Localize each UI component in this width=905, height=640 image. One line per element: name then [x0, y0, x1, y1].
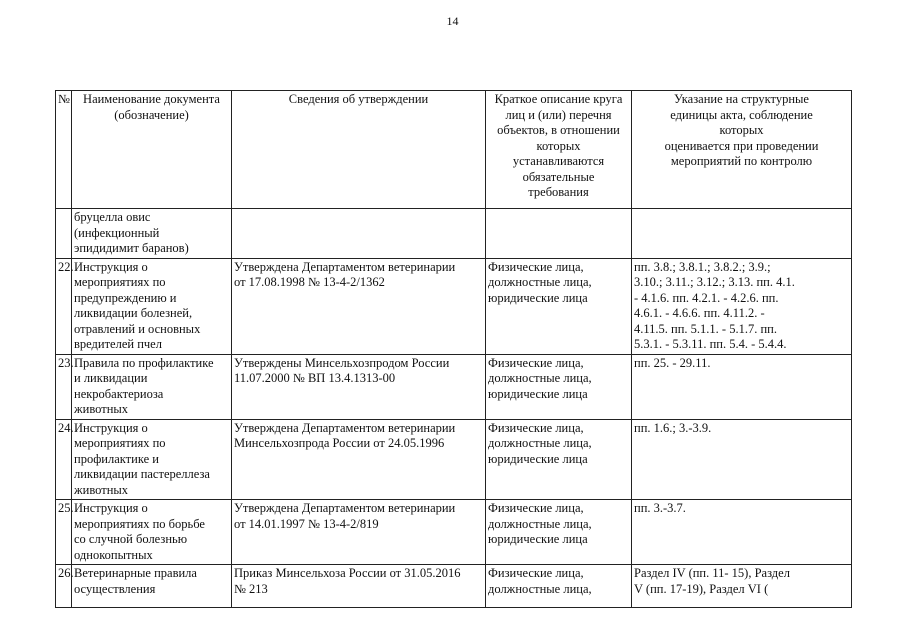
- structural-units: пп. 25. - 29.11.: [632, 354, 852, 419]
- row-number: 24.: [56, 419, 72, 500]
- subjects: Физические лица, должностные лица, юридические лица: [486, 354, 632, 419]
- requirements-table: [55, 90, 852, 608]
- structural-units: пп. 3.-3.7.: [632, 500, 852, 565]
- header-subjects: Краткое описание круга лиц и (или) перечня объектов, в отношении которых устанавливаются обязательные требования: [486, 91, 632, 209]
- header-document-name: Наименование документа (обозначение): [72, 91, 232, 209]
- structural-units: [632, 209, 852, 259]
- document-name: Инструкция о мероприятиях по предупреждению и ликвидации болезней, отравлений и основных вредителей пчел: [72, 258, 232, 354]
- structural-units: пп. 1.6.; 3.-3.9.: [632, 419, 852, 500]
- document-name: бруцелла овис (инфекционный эпидидимит баранов): [72, 209, 232, 259]
- table-header-row: [56, 91, 852, 209]
- approval-info: Приказ Минсельхоза России от 31.05.2016 № 213: [232, 565, 486, 608]
- document-name: Инструкция о мероприятиях по борьбе со случной болезнью однокопытных: [72, 500, 232, 565]
- row-number: 23.: [56, 354, 72, 419]
- approval-info: Утверждена Департаментом ветеринарии Минсельхозпрода России от 24.05.1996: [232, 419, 486, 500]
- document-name: Правила по профилактике и ликвидации некробактериоза животных: [72, 354, 232, 419]
- document-name: Ветеринарные правила осуществления: [72, 565, 232, 608]
- document-name: Инструкция о мероприятиях по профилактике и ликвидации пастереллеза животных: [72, 419, 232, 500]
- row-number: 22.: [56, 258, 72, 354]
- subjects: Физические лица, должностные лица, юридические лица: [486, 419, 632, 500]
- approval-info: Утверждена Департаментом ветеринарии от 14.01.1997 № 13-4-2/819: [232, 500, 486, 565]
- subjects: Физические лица, должностные лица,: [486, 565, 632, 608]
- table-row: [56, 209, 852, 259]
- header-approval-info: Сведения об утверждении: [232, 91, 486, 209]
- header-number: №: [56, 91, 72, 209]
- table-row: [56, 258, 852, 354]
- row-number: [56, 209, 72, 259]
- table-row: [56, 419, 852, 500]
- table-row: [56, 500, 852, 565]
- table-row: [56, 354, 852, 419]
- subjects: Физические лица, должностные лица, юридические лица: [486, 500, 632, 565]
- subjects: [486, 209, 632, 259]
- subjects: Физические лица, должностные лица, юридические лица: [486, 258, 632, 354]
- page-number: 14: [446, 14, 459, 28]
- approval-info: Утверждены Минсельхозпродом России 11.07.2000 № ВП 13.4.1313-00: [232, 354, 486, 419]
- approval-info: [232, 209, 486, 259]
- approval-info: Утверждена Департаментом ветеринарии от 17.08.1998 № 13-4-2/1362: [232, 258, 486, 354]
- row-number: 25.: [56, 500, 72, 565]
- row-number: 26.: [56, 565, 72, 608]
- structural-units: пп. 3.8.; 3.8.1.; 3.8.2.; 3.9.; 3.10.; 3.11.; 3.12.; 3.13. пп. 4.1. - 4.1.6. пп. 4.2.1. - 4.2.6. пп. 4.6.1. - 4.6.6. пп. 4.11.2. - 4.11.5. пп. 5.1.1. - 5.1.7. пп. 5.3.1. - 5.3.11. пп. 5.4. - 5.4.4.: [632, 258, 852, 354]
- table-row: [56, 565, 852, 608]
- structural-units: Раздел IV (пп. 11- 15), Раздел V (пп. 17-19), Раздел VI (: [632, 565, 852, 608]
- header-structural-units: Указание на структурные единицы акта, соблюдение которых оценивается при проведении мероприятий по контролю: [632, 91, 852, 209]
